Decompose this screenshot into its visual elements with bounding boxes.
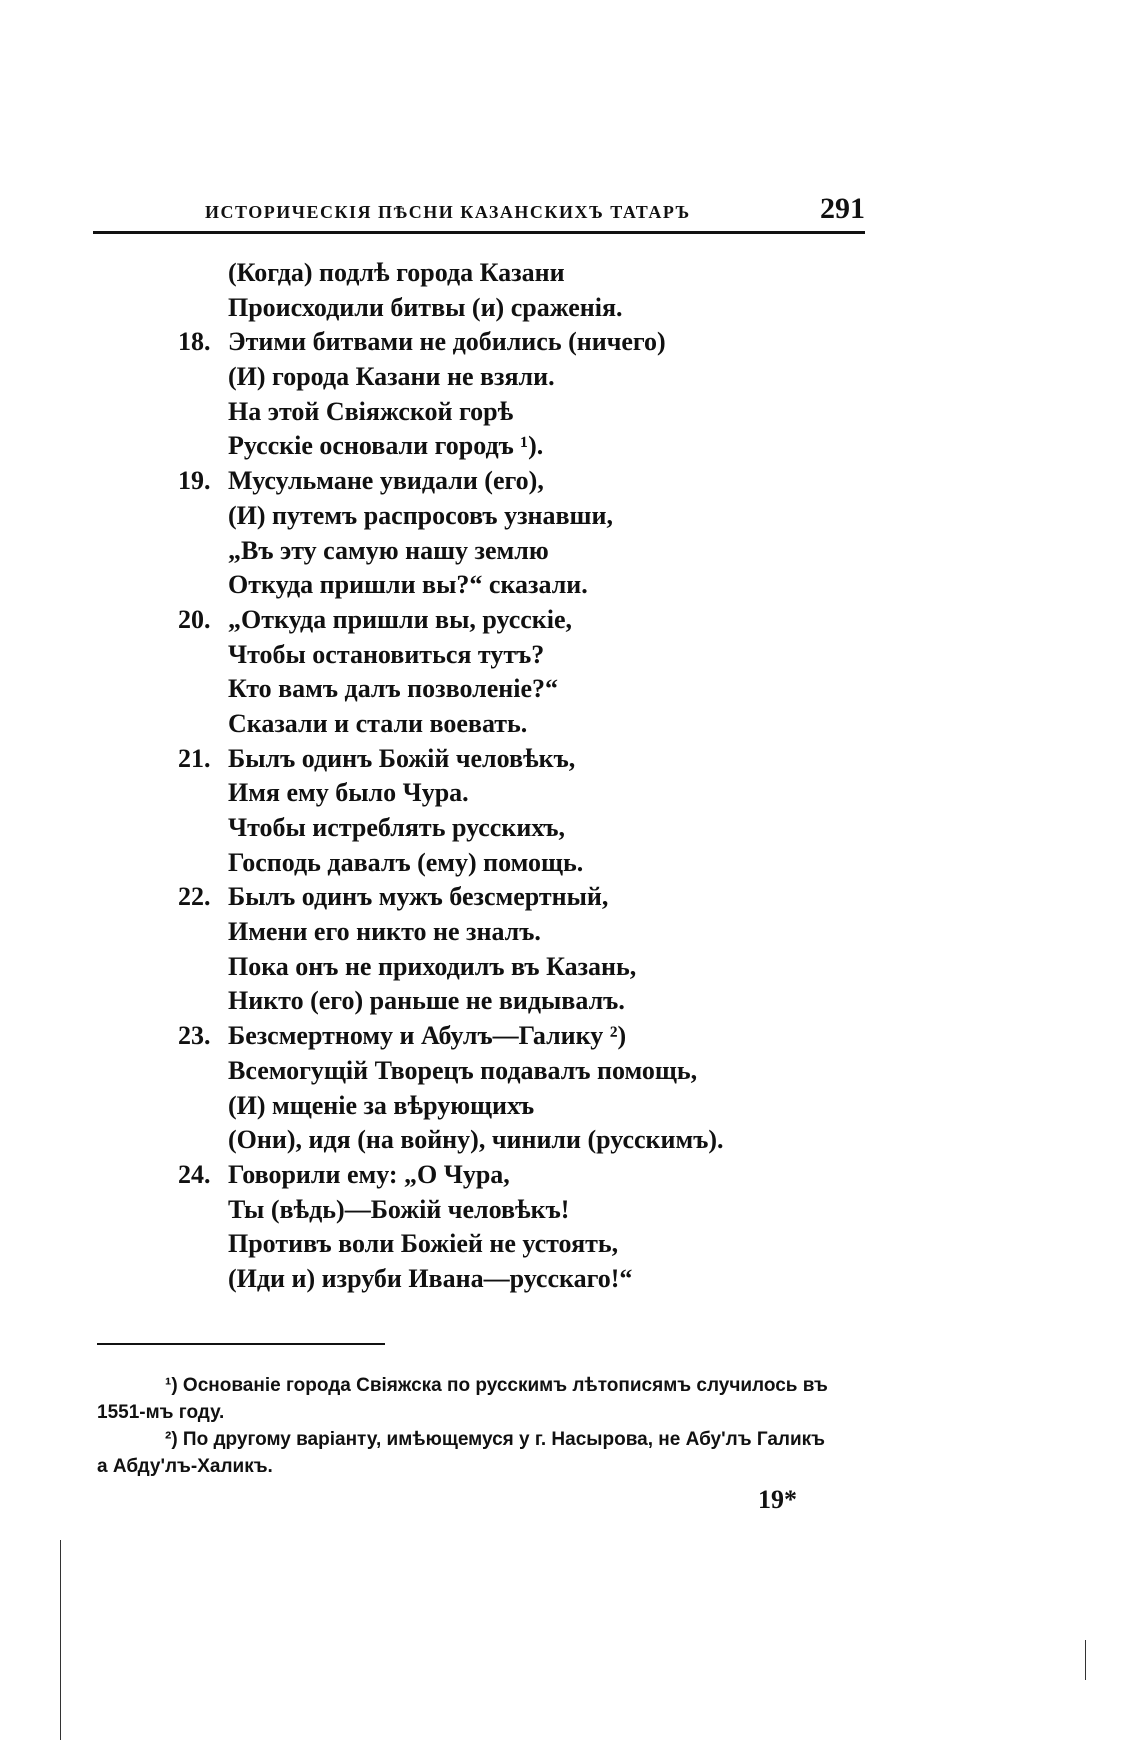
- verse-number: 18.: [178, 327, 211, 357]
- verse-line: [160, 776, 860, 811]
- verse-line: [160, 984, 860, 1019]
- verse-text: Господь давалъ (ему) помощь.: [228, 847, 584, 877]
- verse-text: (И) города Казани не взяли.: [228, 362, 555, 392]
- verse-line: [160, 603, 860, 638]
- running-title: ИСТОРИЧЕСКІЯ ПѢСНИ КАЗАНСКИХЪ ТАТАРЪ: [205, 202, 691, 222]
- verse-text: Пока онъ не приходилъ въ Казань,: [228, 951, 637, 981]
- verse-line: [160, 534, 860, 569]
- footnote-line: ¹) Основаніе города Свіяжска по русскимъ лѣтописямъ случилось въ: [165, 1375, 828, 1396]
- page-number: 291: [820, 192, 865, 225]
- footnotes: [97, 1372, 872, 1480]
- footnote-line: 1551-мъ году.: [97, 1402, 225, 1423]
- verse-text: Ты (вѣдь)—Божій человѣкъ!: [228, 1194, 570, 1224]
- verse-line: [160, 395, 860, 430]
- verse-line: [160, 846, 860, 881]
- verse-text: Происходили битвы (и) сраженія.: [228, 292, 623, 322]
- verse-number: 19.: [178, 466, 211, 496]
- verse-number: 20.: [178, 604, 211, 634]
- verse-line: [160, 325, 860, 360]
- verse-line: [160, 880, 860, 915]
- verse-text: Мусульмане увидали (его),: [228, 466, 544, 496]
- verse-line: [160, 1193, 860, 1228]
- verse-text: Никто (его) раньше не видывалъ.: [228, 986, 625, 1016]
- verse-line: [160, 638, 860, 673]
- verse-line: [160, 464, 860, 499]
- verse-line: [160, 1123, 860, 1158]
- running-head: [205, 192, 865, 226]
- verse-line: [160, 568, 860, 603]
- verse-text: Всемогущій Творецъ подавалъ помощь,: [228, 1055, 698, 1085]
- verse-line: [160, 1227, 860, 1262]
- header-rule: [93, 231, 865, 234]
- signature-mark: 19*: [758, 1485, 797, 1514]
- footnote-line: ²) По другому варіанту, имѣющемуся у г. Насырова, не Абу'лъ Галикъ: [165, 1429, 826, 1450]
- verse-line: [160, 429, 860, 464]
- verse-text: Имени его никто не зналъ.: [228, 917, 541, 947]
- verse-text: Чтобы остановиться тутъ?: [228, 639, 545, 669]
- verse-text: (Они), идя (на войну), чинили (русскимъ).: [228, 1125, 724, 1155]
- verse-line: [160, 1054, 860, 1089]
- verse-line: [160, 950, 860, 985]
- verse-text: (И) путемъ распросовъ узнавши,: [228, 500, 613, 530]
- verse-text: (Когда) подлѣ города Казани: [228, 258, 565, 287]
- margin-mark-right: [1085, 1640, 1086, 1680]
- verse-text: Былъ одинъ Божій человѣкъ,: [228, 743, 576, 773]
- verse-line: [160, 1158, 860, 1193]
- verse-text: Русскіе основали городъ ¹).: [228, 431, 544, 461]
- verse-line: [160, 672, 860, 707]
- verse-line: [160, 742, 860, 777]
- margin-mark-left: [60, 1540, 61, 1740]
- verse-text: Безсмертному и Абулъ—Галику ²): [228, 1021, 627, 1051]
- verse-line: [160, 1089, 860, 1124]
- footnote-line: а Абду'лъ-Халикъ.: [97, 1456, 273, 1477]
- verse-number: 24.: [178, 1159, 211, 1189]
- verse-line: [160, 1019, 860, 1054]
- verse-number: 23.: [178, 1021, 211, 1051]
- verse-line: [160, 915, 860, 950]
- verse-number: 22.: [178, 882, 211, 912]
- verse-line: [160, 707, 860, 742]
- verse-text: Имя ему было Чура.: [228, 778, 469, 808]
- verse-line: [160, 360, 860, 395]
- footnote-rule: [97, 1343, 385, 1345]
- verse-line: [160, 256, 860, 291]
- verse-text: Этими битвами не добились (ничего): [228, 327, 666, 357]
- verse-list: [160, 256, 860, 1297]
- verse-line: [160, 291, 860, 326]
- verse-text: Чтобы истреблять русскихъ,: [228, 813, 565, 842]
- verse-text: На этой Свіяжской горѣ: [228, 396, 514, 426]
- verse-text: (И) мщеніе за вѣрующихъ: [228, 1090, 535, 1120]
- verse-text: Кто вамъ далъ позволеніе?“: [228, 674, 558, 704]
- verse-text: „Въ эту самую нашу землю: [228, 535, 549, 565]
- verse-text: Былъ одинъ мужъ безсмертный,: [228, 882, 609, 912]
- verse-number: 21.: [178, 743, 211, 773]
- verse-text: Сказали и стали воевать.: [228, 708, 528, 738]
- verse-line: [160, 1262, 860, 1297]
- verse-text: Откуда пришли вы?“ сказали.: [228, 570, 588, 600]
- verse-text: „Откуда пришли вы, русскіе,: [228, 604, 573, 634]
- verse-text: Говорили ему: „О Чура,: [228, 1159, 510, 1189]
- verse-line: [160, 499, 860, 534]
- verse-text: (Иди и) изруби Ивана—русскаго!“: [228, 1263, 633, 1293]
- verse-line: [160, 811, 860, 846]
- verse-text: Противъ воли Божіей не устоять,: [228, 1229, 619, 1259]
